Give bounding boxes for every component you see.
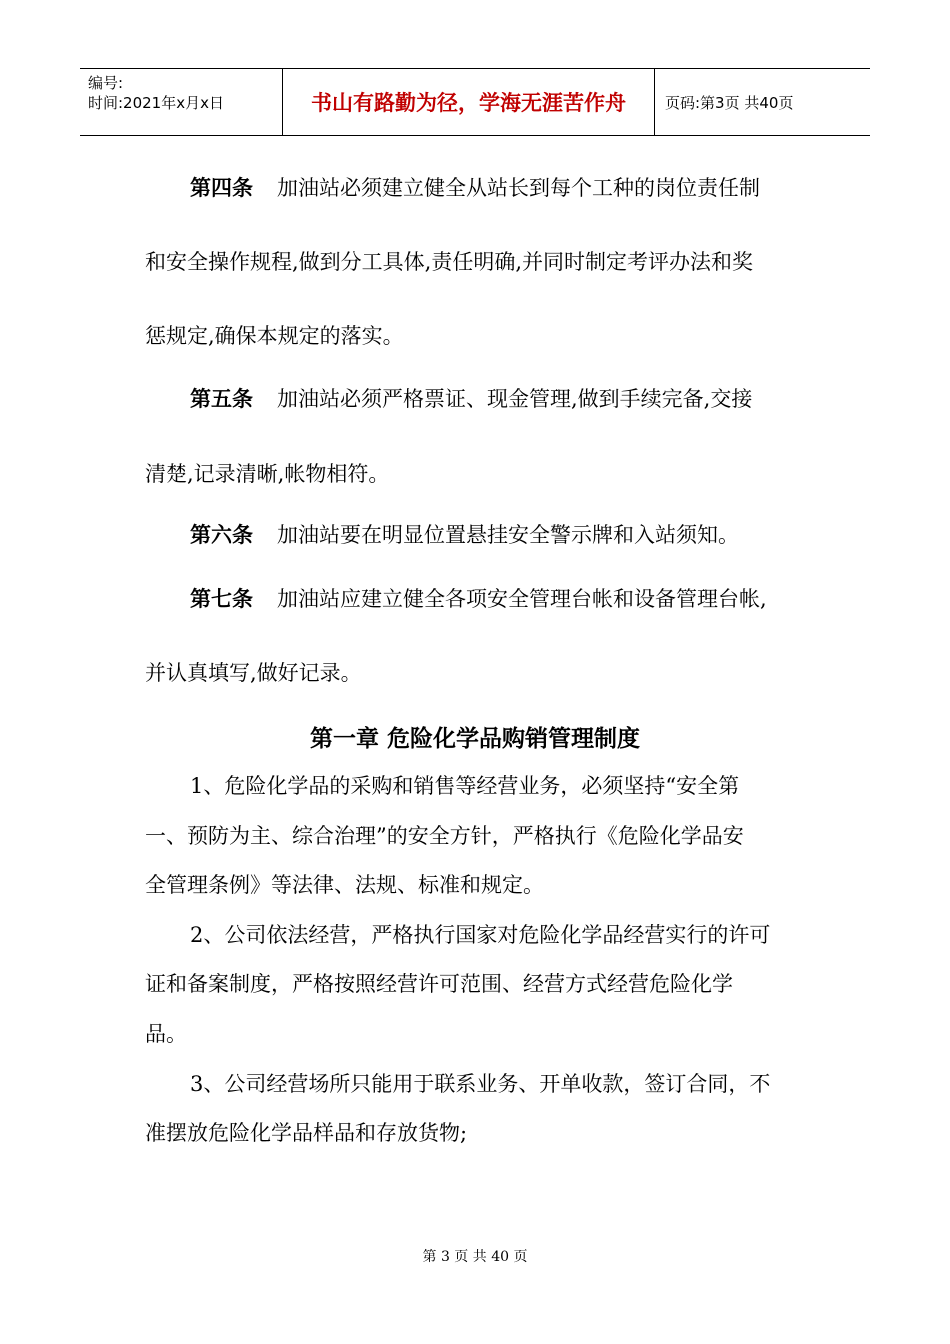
clause-1-line-1: 1、危险化学品的采购和销售等经营业务，必须坚持“安全第 [190,774,740,798]
article-6-title: 第六条 [190,523,253,547]
article-7-title: 第七条 [190,587,253,611]
article-6-text-1: 加油站要在明显位置悬挂安全警示牌和入站须知。 [277,523,739,547]
article-4-title: 第四条 [190,176,253,200]
clause-2-line-3: 品。 [145,1022,187,1046]
header-motto: 书山有路勤为径，学海无涯苦作舟 [283,69,655,135]
article-5-line-1 [190,383,752,413]
article-4-line-2: 和安全操作规程,做到分工具体,责任明确,并同时制定考评办法和奖 [145,250,754,274]
page-footer: 第 3 页 共 40 页 [422,1249,528,1265]
article-4-line-1 [190,172,760,202]
page-header [80,68,870,136]
article-5-title: 第五条 [190,387,253,411]
time-label: 时间:2021年x月x日 [88,94,224,112]
article-4-text-1: 加油站必须建立健全从站长到每个工种的岗位责任制 [277,176,760,200]
article-7-text-1: 加油站应建立健全各项安全管理台帐和设备管理台帐, [277,587,767,611]
header-page-label: 页码:第3页 共40页 [665,93,794,112]
article-7-line-1 [190,583,767,613]
number-label: 编号: [88,74,124,92]
clause-3-line-2: 准摆放危险化学品样品和存放货物; [145,1121,468,1145]
clause-2-line-2: 证和备案制度，严格按照经营许可范围、经营方式经营危险化学 [145,972,733,996]
chapter-title: 第一章 危险化学品购销管理制度 [309,726,640,752]
article-4-line-3: 惩规定,确保本规定的落实。 [145,324,404,348]
article-5-text-1: 加油站必须严格票证、现金管理,做到手续完备,交接 [277,387,753,411]
clause-1-line-2: 一、预防为主、综合治理”的安全方针，严格执行《危险化学品安 [145,824,744,848]
header-meta [80,69,283,135]
clause-1-line-3: 全管理条例》等法律、法规、标准和规定。 [145,873,544,897]
article-6-line-1 [190,519,739,549]
article-5-line-2: 清楚,记录清晰,帐物相符。 [145,462,390,486]
article-7-line-2: 并认真填写,做好记录。 [145,661,362,685]
clause-3-line-1: 3、公司经营场所只能用于联系业务、开单收款，签订合同，不 [190,1072,771,1096]
clause-2-line-1: 2、公司依法经营，严格执行国家对危险化学品经营实行的许可 [190,923,771,947]
